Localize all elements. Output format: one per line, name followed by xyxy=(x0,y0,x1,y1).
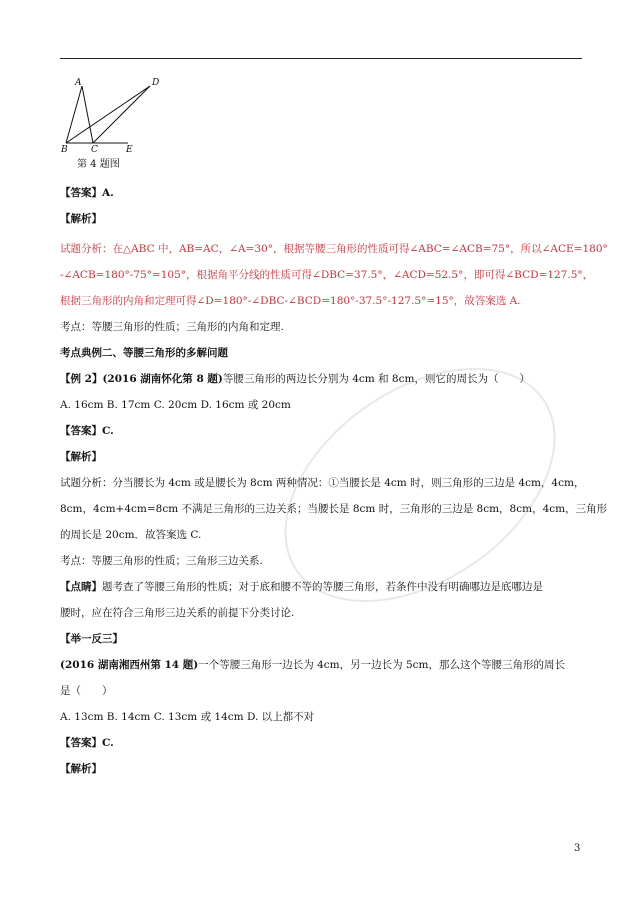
geometry-figure xyxy=(58,78,168,178)
ex2-dianjing-line-2: 腰时，应在符合三角形三边关系的前提下分类讨论. xyxy=(60,607,295,619)
point-e-label: E xyxy=(126,145,133,155)
header-rule xyxy=(60,58,582,59)
juyi-answer: 【答案】C. xyxy=(60,737,114,749)
ex2-question-line xyxy=(60,372,530,386)
ex2-analysis-line-3: 的周长是 20cm．故答案选 C. xyxy=(60,529,202,541)
point-d-label: D xyxy=(152,78,160,88)
ex2-options: A. 16cm B. 17cm C. 20cm D. 16cm 或 20cm xyxy=(60,399,291,411)
ex2-analysis-line-1: 试题分析：分当腰长为 4cm 或是腰长为 8cm 两种情况：①当腰长是 4cm 时，则三角形的三边是 4cm，4cm， xyxy=(60,477,585,489)
page-number: 3 xyxy=(574,843,581,854)
ex4-kaodian: 考点：等腰三角形的性质；三角形的内角和定理. xyxy=(60,321,284,333)
juyi-analysis-label: 【解析】 xyxy=(60,763,102,775)
point-c-label: C xyxy=(91,145,98,155)
juyi-question-line-2: 是（ ） xyxy=(60,685,113,697)
point-a-label: A xyxy=(75,78,82,88)
ex4-analysis-line-2: -∠ACB=180°-75°=105°，根据角平分线的性质可得∠DBC=37.5°，∠ACD=52.5°，即可得∠BCD=127.5°， xyxy=(60,269,594,281)
ex2-dianjing-text: 题考查了等腰三角形的性质；对于底和腰不等的等腰三角形，若条件中没有明确哪边是底哪边是 xyxy=(102,581,543,593)
juyi-question: 一个等腰三角形一边长为 4cm，另一边长为 5cm，那么这个等腰三角形的周长 xyxy=(198,659,565,671)
ex2-dianjing-line-1 xyxy=(60,580,543,594)
ex4-answer: 【答案】A. xyxy=(60,187,114,199)
juyi-prefix: (2016 湖南湘西州第 14 题) xyxy=(60,659,199,671)
figure-caption: 第 4 题图 xyxy=(77,159,120,170)
juyi-options: A. 13cm B. 14cm C. 13cm 或 14cm D. 以上都不对 xyxy=(60,711,315,723)
juyi-label: 【举一反三】 xyxy=(60,633,123,645)
juyi-question-line-1 xyxy=(60,658,565,672)
ex2-kaodian: 考点：等腰三角形的性质；三角形三边关系. xyxy=(60,555,263,567)
ex4-analysis-line-3: 根据三角形的内角和定理可得∠D=180°-∠DBC-∠BCD=180°-37.5°-127.5°=15°，故答案选 A. xyxy=(60,295,521,307)
ex2-dianjing-label: 【点睛】 xyxy=(60,581,102,593)
ex4-analysis-label: 【解析】 xyxy=(60,213,102,225)
section-title: 考点典例二、等腰三角形的多解问题 xyxy=(60,347,228,359)
ex2-prefix: 【例 2】(2016 湖南怀化第 8 题) xyxy=(60,373,223,385)
ex2-analysis-label: 【解析】 xyxy=(60,451,102,463)
ex2-question: 等腰三角形的两边长分别为 4cm 和 8cm，则它的周长为（ ） xyxy=(222,373,530,385)
ex2-analysis-line-2: 8cm，4cm+4cm=8cm 不满足三角形的三边关系；当腰长是 8cm 时，三角形的三边是 8cm，8cm，4cm，三角形 xyxy=(60,503,608,515)
ex4-analysis-line-1: 试题分析：在△ABC 中，AB=AC，∠A=30°，根据等腰三角形的性质可得∠ABC=∠ACB=75°，所以∠ACE=180° xyxy=(60,243,608,255)
point-b-label: B xyxy=(61,145,68,155)
ex2-answer: 【答案】C. xyxy=(60,425,114,437)
